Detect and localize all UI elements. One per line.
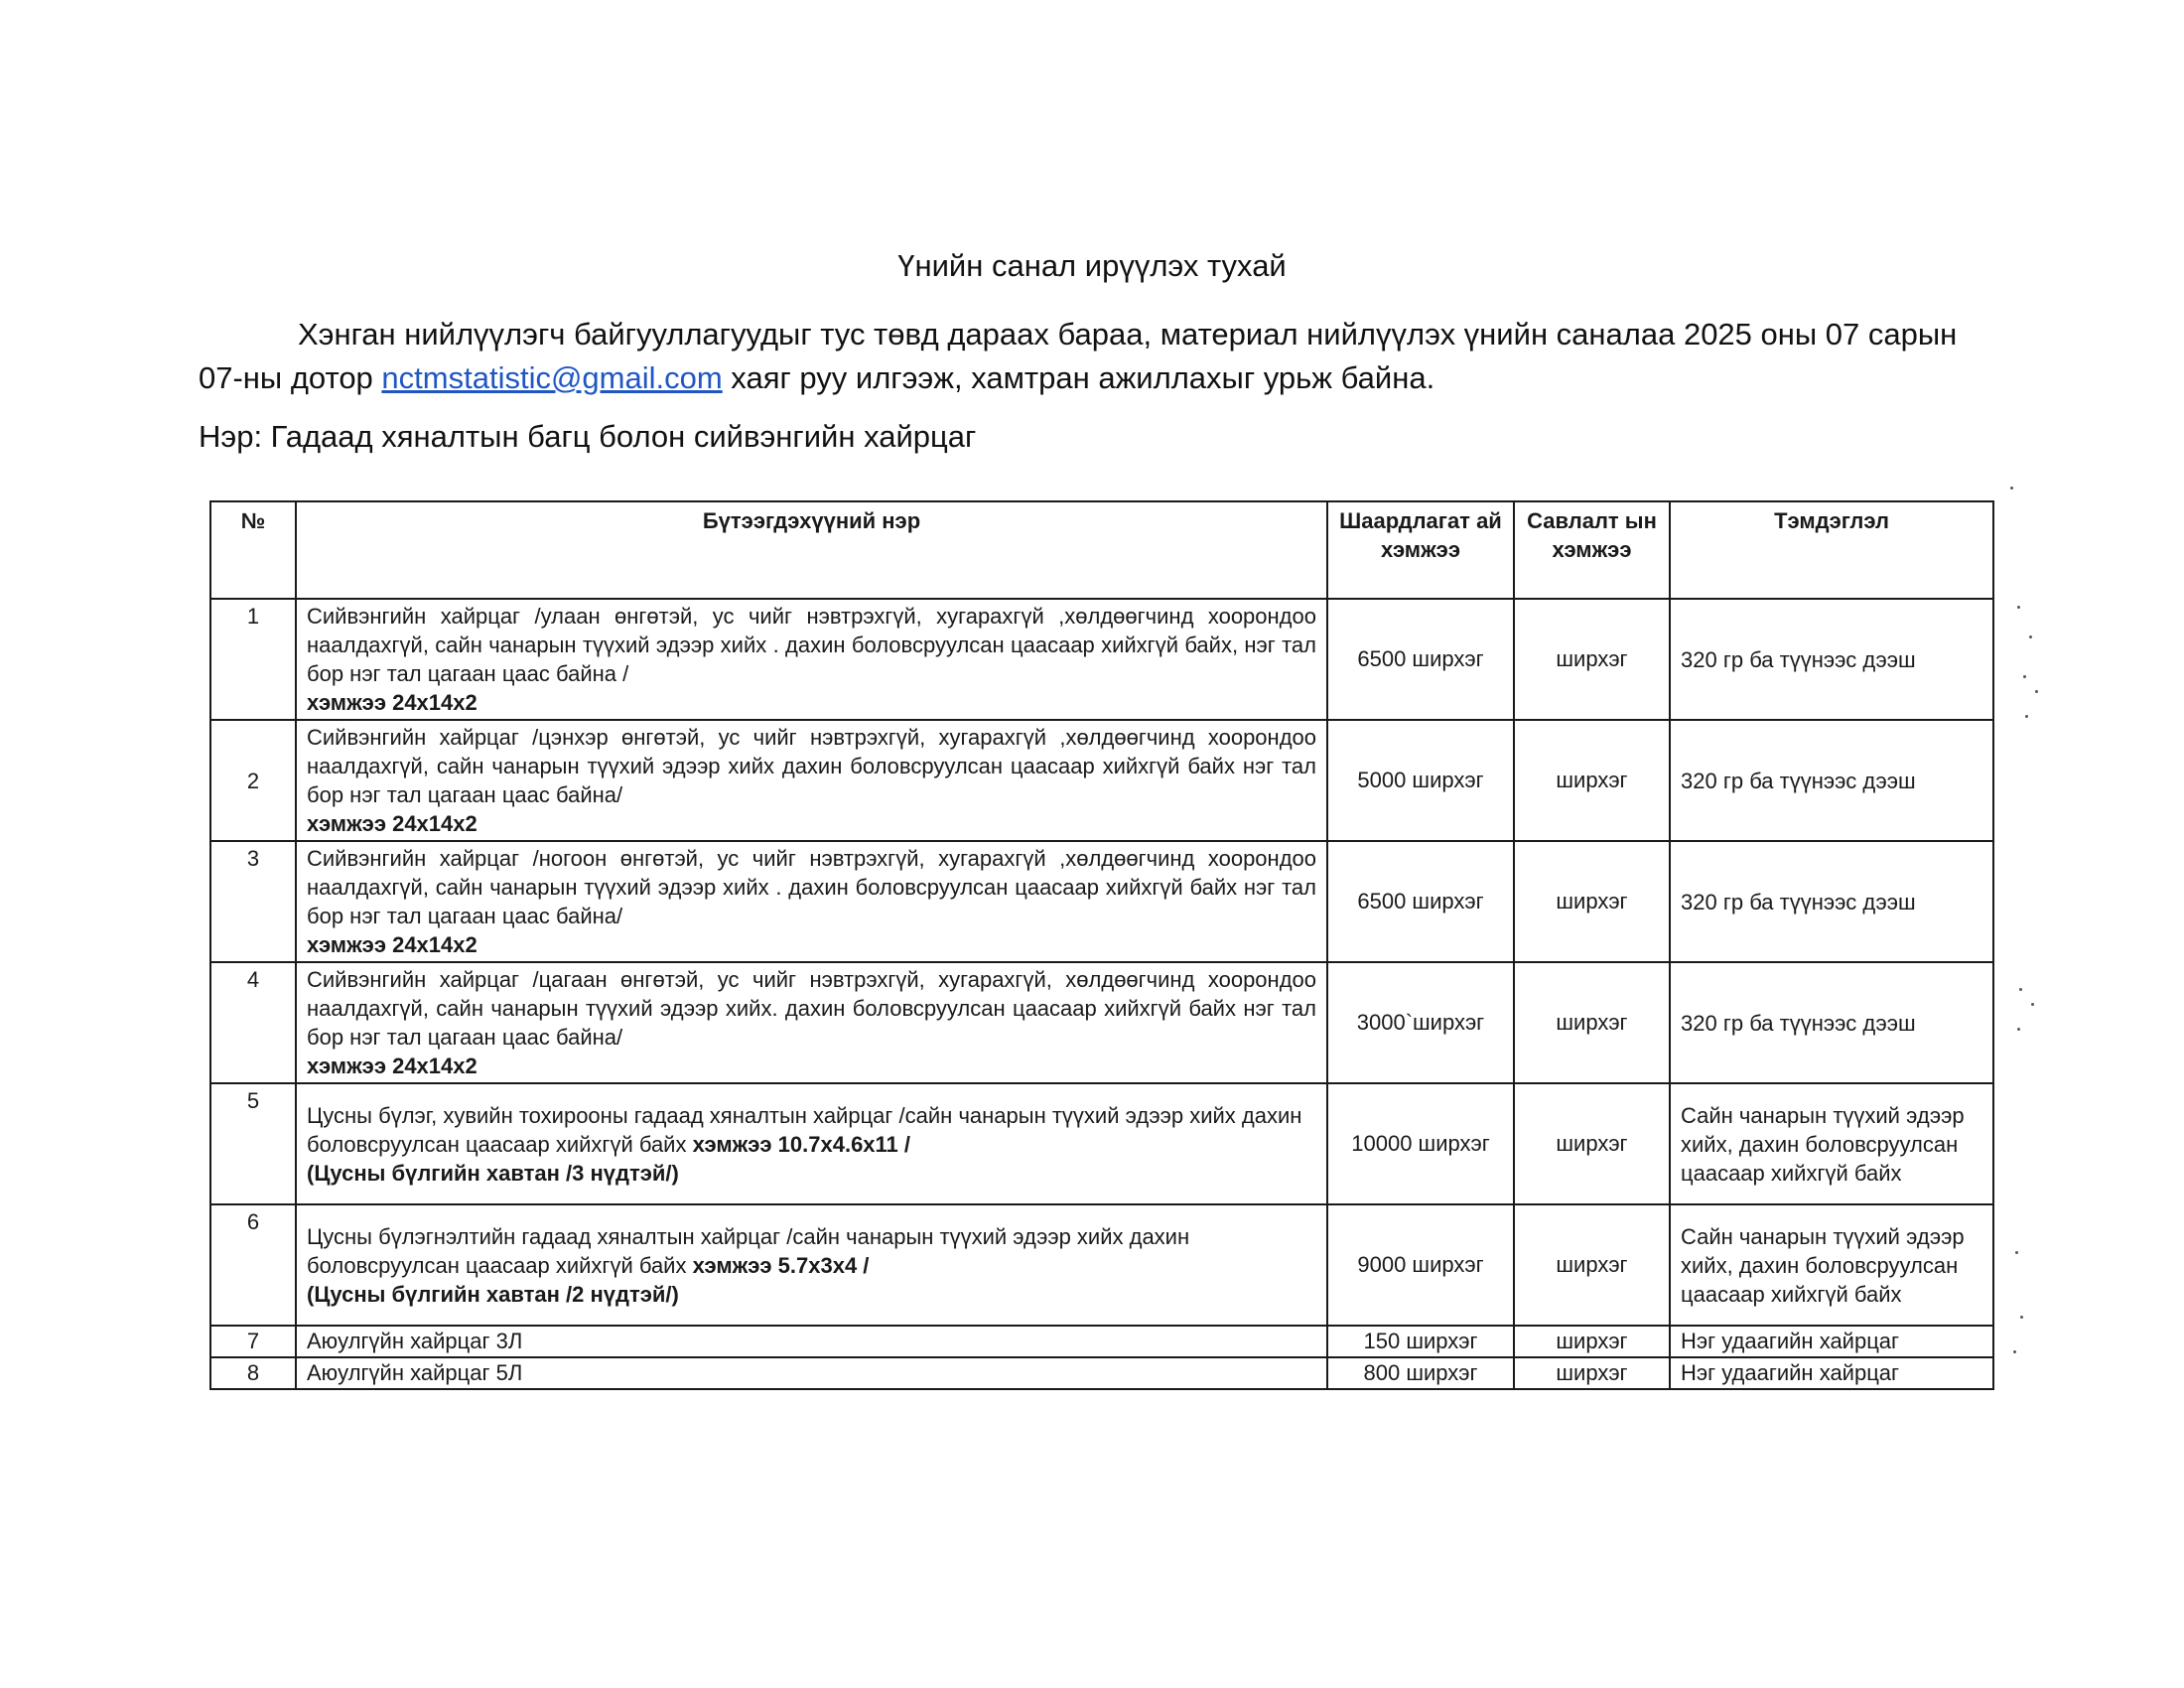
row-packaging: ширхэг (1514, 1357, 1670, 1389)
row-packaging: ширхэг (1514, 1204, 1670, 1326)
email-link[interactable]: nctmstatistic@gmail.com (381, 360, 723, 395)
row-quantity: 150 ширхэг (1327, 1326, 1514, 1357)
row-dimensions: хэмжээ 24x14x2 (307, 1054, 478, 1078)
row-num: 4 (210, 962, 296, 1083)
row-description (296, 841, 1327, 962)
row-description-text: Сийвэнгийн хайрцаг /ногоон өнгөтэй, ус чийг нэвтрэхгүй, хугарахгүй ,хөлдөөгчинд хоорондоо наалдахгүй, сайн чанарын түүхий эдээр хийх . дахин боловсруулсан цаасаар хийхгүй байх нэг тал бор нэг тал цагаан цаас байна/ (307, 846, 1316, 928)
row-note: Сайн чанарын түүхий эдээр хийх, дахин боловсруулсан цаасаар хийхгүй байх (1670, 1204, 1993, 1326)
table-row (210, 720, 1993, 841)
row-num: 3 (210, 841, 296, 962)
row-description-text: Цусны бүлэг, хувийн тохирооны гадаад хяналтын хайрцаг /сайн чанарын түүхий эдээр хийх дахин боловсруулсан цаасаар хийхгүй байх (307, 1102, 1302, 1157)
row-packaging: ширхэг (1514, 1326, 1670, 1357)
row-note: Нэг удаагийн хайрцаг (1670, 1326, 1993, 1357)
row-packaging: ширхэг (1514, 962, 1670, 1083)
row-note: 320 гр ба түүнээс дээш (1670, 599, 1993, 720)
header-product: Бүтээгдэхүүний нэр (296, 501, 1327, 599)
product-table (209, 500, 1994, 1390)
row-dimensions: (Цусны бүлгийн хавтан /2 нүдтэй/) (307, 1281, 679, 1307)
row-num: 6 (210, 1204, 296, 1326)
row-num: 7 (210, 1326, 296, 1357)
scan-noise (1995, 477, 2055, 1370)
row-quantity: 3000`ширхэг (1327, 962, 1514, 1083)
row-num: 8 (210, 1357, 296, 1389)
row-description-text: Сийвэнгийн хайрцаг /улаан өнгөтэй, ус чийг нэвтрэхгүй, хугарахгүй ,хөлдөөгчинд хоорондоо наалдахгүй, сайн чанарын түүхий эдээр хийх . дахин боловсруулсан цаасаар хийхгүй байх, нэг тал бор нэг тал цагаан цаас байна / (307, 604, 1316, 686)
table-row (210, 1083, 1993, 1204)
row-quantity: 5000 ширхэг (1327, 720, 1514, 841)
table-row (210, 1357, 1993, 1389)
row-quantity: 800 ширхэг (1327, 1357, 1514, 1389)
row-description-text: Сийвэнгийн хайрцаг /цэнхэр өнгөтэй, ус чийг нэвтрэхгүй, хугарахгүй ,хөлдөөгчинд хоорондоо наалдахгүй, сайн чанарын түүхий эдээр хийх дахин боловсруулсан цаасаар хийхгүй байх нэг тал бор нэг тал цагаан цаас байна/ (307, 725, 1316, 807)
intro-text-before-email: Хэнган нийлүүлэгч байгууллагуудыг тус төвд дараах бараа, материал нийлүүлэх үнийн саналаа 2025 оны 07 сарын 07-ны дотор (199, 317, 1958, 395)
row-quantity: 6500 ширхэг (1327, 841, 1514, 962)
row-dimensions: (Цусны бүлгийн хавтан /3 нүдтэй/) (307, 1160, 679, 1186)
header-num: № (210, 501, 296, 599)
row-description (296, 720, 1327, 841)
row-num: 5 (210, 1083, 296, 1204)
row-description: Аюулгүйн хайрцаг 5Л (296, 1357, 1327, 1389)
row-note: 320 гр ба түүнээс дээш (1670, 841, 1993, 962)
row-dimensions-inline: хэмжээ 5.7x3x4 / (692, 1252, 870, 1278)
row-packaging: ширхэг (1514, 1083, 1670, 1204)
row-note: Сайн чанарын түүхий эдээр хийх, дахин боловсруулсан цаасаар хийхгүй байх (1670, 1083, 1993, 1204)
row-packaging: ширхэг (1514, 841, 1670, 962)
row-quantity: 6500 ширхэг (1327, 599, 1514, 720)
row-dimensions: хэмжээ 24x14x2 (307, 690, 478, 715)
row-dimensions: хэмжээ 24x14x2 (307, 932, 478, 957)
row-description (296, 962, 1327, 1083)
table-row (210, 1326, 1993, 1357)
row-quantity: 9000 ширхэг (1327, 1204, 1514, 1326)
header-note: Тэмдэглэл (1670, 501, 1993, 599)
row-description-text: Сийвэнгийн хайрцаг /цагаан өнгөтэй, ус чийг нэвтрэхгүй, хугарахгүй, хөлдөөгчинд хоорондоо наалдахгүй, сайн чанарын түүхий эдээр хийх. дахин боловсруулсан цаасаар хийхгүй байх нэг тал бор нэг тал цагаан цаас байна/ (307, 967, 1316, 1050)
document-subject: Нэр: Гадаад хяналтын багц болон сийвэнгийн хайрцаг (199, 419, 977, 454)
row-num: 1 (210, 599, 296, 720)
row-dimensions: хэмжээ 24x14x2 (307, 811, 478, 836)
page-title: Үнийн санал ирүүлэх тухай (897, 248, 1287, 283)
row-note: Нэг удаагийн хайрцаг (1670, 1357, 1993, 1389)
table-row (210, 599, 1993, 720)
table-row (210, 1204, 1993, 1326)
row-note: 320 гр ба түүнээс дээш (1670, 720, 1993, 841)
row-description (296, 1204, 1327, 1326)
row-dimensions-inline: хэмжээ 10.7x4.6x11 / (692, 1131, 911, 1157)
table-header-row (210, 501, 1993, 599)
row-note: 320 гр ба түүнээс дээш (1670, 962, 1993, 1083)
intro-text-after-email: хаяг руу илгээж, хамтран ажиллахыг урьж байна. (722, 360, 1435, 395)
header-quantity: Шаардлагат ай хэмжээ (1327, 501, 1514, 599)
row-quantity: 10000 ширхэг (1327, 1083, 1514, 1204)
table-row (210, 962, 1993, 1083)
row-description (296, 1083, 1327, 1204)
header-packaging: Савлалт ын хэмжээ (1514, 501, 1670, 599)
row-packaging: ширхэг (1514, 720, 1670, 841)
row-num: 2 (210, 720, 296, 841)
row-description (296, 599, 1327, 720)
intro-paragraph (199, 313, 2005, 400)
table-row (210, 841, 1993, 962)
row-description-text: Цусны бүлэгнэлтийн гадаад хяналтын хайрцаг /сайн чанарын түүхий эдээр хийх дахин боловсруулсан цаасаар хийхгүй байх (307, 1223, 1190, 1278)
row-packaging: ширхэг (1514, 599, 1670, 720)
row-description: Аюулгүйн хайрцаг 3Л (296, 1326, 1327, 1357)
